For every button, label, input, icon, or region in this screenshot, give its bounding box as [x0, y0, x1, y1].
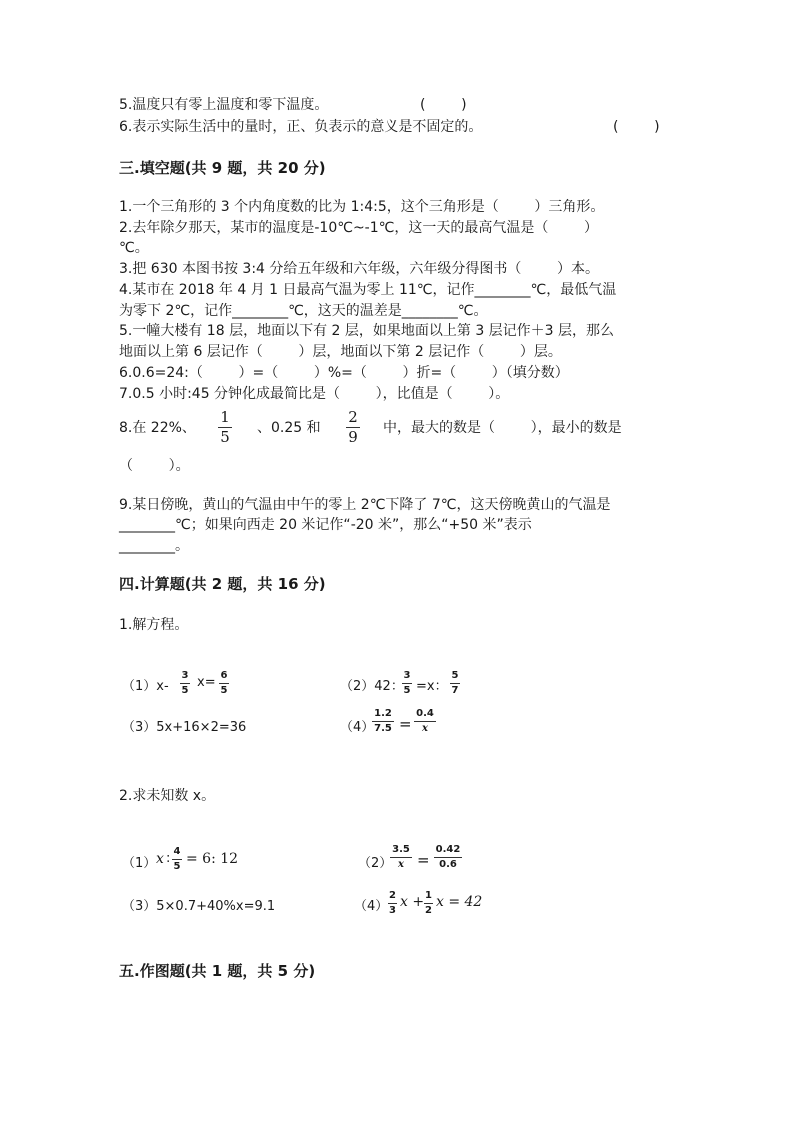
fill-q8-suffix: 中，最大的数是（ ），最小的数是 [383, 420, 622, 436]
fraction-denominator: 5 [220, 685, 228, 696]
fraction-bar [390, 857, 412, 858]
fill-q9-line2: ________℃；如果向西走 20 米记作“-20 米”，那么“+50 米”表示 [119, 517, 532, 533]
calc-p1-eq4-prefix: （4） [340, 720, 375, 735]
calc-p1-eq2-prefix: （2）42： [340, 679, 404, 694]
calc-p2-eq2-fraction-3.5-x [390, 845, 412, 870]
calc-p1-eq1-mid: x= [197, 675, 216, 690]
fraction-numerator: 2 [389, 890, 396, 901]
calc-p1-eq4-fraction-0.4-x [414, 709, 436, 734]
calc-p1-eq1-fraction-3-5 [180, 671, 190, 696]
fill-q5-line2: 地面以上第 6 层记作（ ）层，地面以下第 2 层记作（ ）层。 [119, 344, 562, 360]
fraction-denominator: 7 [451, 685, 459, 696]
fill-q8-fraction-two-ninths [346, 410, 360, 445]
calc-part2-title: 2.求未知数 x。 [119, 788, 216, 804]
judge-q6-answer-paren: ( ) [613, 119, 660, 135]
calc-p1-eq2-mid: =x： [416, 679, 448, 694]
fill-q7: 7.0.5 小时:45 分钟化成最简比是（ ），比值是（ ）。 [119, 386, 510, 402]
fill-q8-line2: （ ）。 [119, 458, 190, 474]
fraction-numerator: 5 [451, 670, 459, 681]
fraction-numerator: 4 [173, 846, 181, 857]
calc-p2-eq4-prefix: （4） [354, 899, 389, 914]
fraction-bar [424, 903, 433, 904]
fill-q3: 3.把 630 本图书按 3:4 分给五年级和六年级，六年级分得图书（ ）本。 [119, 261, 600, 277]
fraction-denominator: 0.6 [439, 859, 457, 870]
fraction-numerator: 2 [348, 408, 358, 426]
calc-p2-eq4-fraction-1-2 [424, 891, 433, 916]
calc-p2-eq2-fraction-0.42-0.6 [434, 845, 462, 870]
calc-p2-eq4-rest: x = 42 [436, 894, 483, 910]
fill-q4-line1: 4.某市在 2018 年 4 月 1 日最高气温为零上 11℃，记作________℃，最低气温 [119, 282, 617, 298]
fraction-bar [434, 857, 462, 858]
fraction-denominator: 5 [220, 428, 230, 446]
calc-p2-eq1-rest: = 6: 12 [186, 851, 239, 867]
calc-p1-eq1-prefix: （1）x- [122, 679, 169, 694]
calc-p2-eq3: （3）5×0.7+40%x=9.1 [122, 899, 276, 914]
judge-q6: 6.表示实际生活中的量时，正、负表示的意义是不固定的。 [119, 119, 483, 135]
calc-section-heading: 四.计算题(共 2 题，共 16 分) [119, 575, 326, 593]
calc-p2-eq2-equals: = [417, 851, 430, 869]
fraction-bar [402, 683, 412, 684]
fraction-numerator: 1.2 [374, 708, 392, 719]
calc-part1-title: 1.解方程。 [119, 617, 189, 633]
fill-q4-line2: 为零下 2℃，记作________℃，这天的温差是________℃。 [119, 303, 488, 319]
fraction-bar [388, 903, 397, 904]
fraction-denominator: 2 [425, 905, 432, 916]
fill-q9-line1: 9.某日傍晚，黄山的气温由中午的零上 2℃下降了 7℃，这天傍晚黄山的气温是 [119, 497, 611, 513]
fraction-numerator: 3.5 [392, 844, 410, 855]
calc-p2-eq2-prefix: （2） [358, 856, 393, 871]
calc-p1-eq4-fraction-1.2-7.5 [372, 709, 394, 734]
fill-q2-line2: ℃。 [119, 240, 149, 256]
calc-p2-eq1-fraction-4-5 [172, 847, 182, 872]
judge-q5-answer-paren: ( ) [420, 97, 467, 113]
calc-p2-eq4-term1: x + [400, 894, 425, 910]
fill-q8-middle: 、0.25 和 [257, 420, 321, 436]
calc-p1-eq3: （3）5x+16×2=36 [122, 720, 247, 735]
fraction-denominator: 3 [389, 905, 396, 916]
calc-p1-eq2-fraction-3-5 [402, 671, 412, 696]
fraction-numerator: 1 [220, 408, 230, 426]
fraction-numerator: 3 [403, 670, 411, 681]
fraction-numerator: 6 [220, 670, 228, 681]
fraction-bar [372, 721, 394, 722]
fraction-denominator: 9 [348, 428, 358, 446]
fraction-denominator: 5 [181, 685, 189, 696]
calc-p2-eq4-fraction-2-3 [388, 891, 397, 916]
calc-p1-eq4-equals: = [399, 715, 412, 733]
fill-section-heading: 三.填空题(共 9 题，共 20 分) [119, 159, 326, 177]
fill-q5-line1: 5.一幢大楼有 18 层，地面以下有 2 层，如果地面以上第 3 层记作＋3 层，那么 [119, 323, 615, 339]
fill-q1: 1.一个三角形的 3 个内角度数的比为 1:4:5，这个三角形是（ ）三角形。 [119, 199, 605, 215]
fraction-numerator: 3 [181, 670, 189, 681]
fraction-denominator: 5 [173, 861, 181, 872]
calc-p2-eq1-prefix: （1） [122, 856, 157, 871]
draw-section-heading: 五.作图题(共 1 题，共 5 分) [119, 962, 316, 980]
fraction-bar [414, 721, 436, 722]
calc-p1-eq2-fraction-5-7 [450, 671, 460, 696]
fraction-denominator: 5 [403, 685, 411, 696]
fraction-bar [450, 683, 460, 684]
fill-q8-prefix: 8.在 22%、 [119, 420, 196, 436]
fill-q8-fraction-one-fifth [218, 410, 232, 445]
fraction-bar [219, 683, 229, 684]
fill-q6: 6.0.6=24:（ ）=（ ）%=（ ）折=（ ）（填分数） [119, 365, 569, 381]
fraction-bar [180, 683, 190, 684]
fill-q2-line1: 2.去年除夕那天，某市的温度是-10℃~-1℃，这一天的最高气温是（ ） [119, 220, 598, 236]
judge-q5: 5.温度只有零上温度和零下温度。 [119, 97, 329, 113]
fill-q9-line3: ________。 [119, 538, 189, 554]
fraction-denominator: x [422, 723, 428, 734]
fraction-denominator: x [398, 859, 404, 870]
calc-p1-eq1-fraction-6-5 [219, 671, 229, 696]
fraction-denominator: 7.5 [374, 723, 392, 734]
fraction-numerator: 0.4 [416, 708, 434, 719]
fraction-numerator: 1 [425, 890, 432, 901]
calc-p2-eq1-variable: x [156, 851, 164, 867]
fraction-bar [172, 859, 182, 860]
calc-p2-eq1-colon: : [166, 851, 171, 866]
fraction-numerator: 0.42 [435, 844, 461, 855]
